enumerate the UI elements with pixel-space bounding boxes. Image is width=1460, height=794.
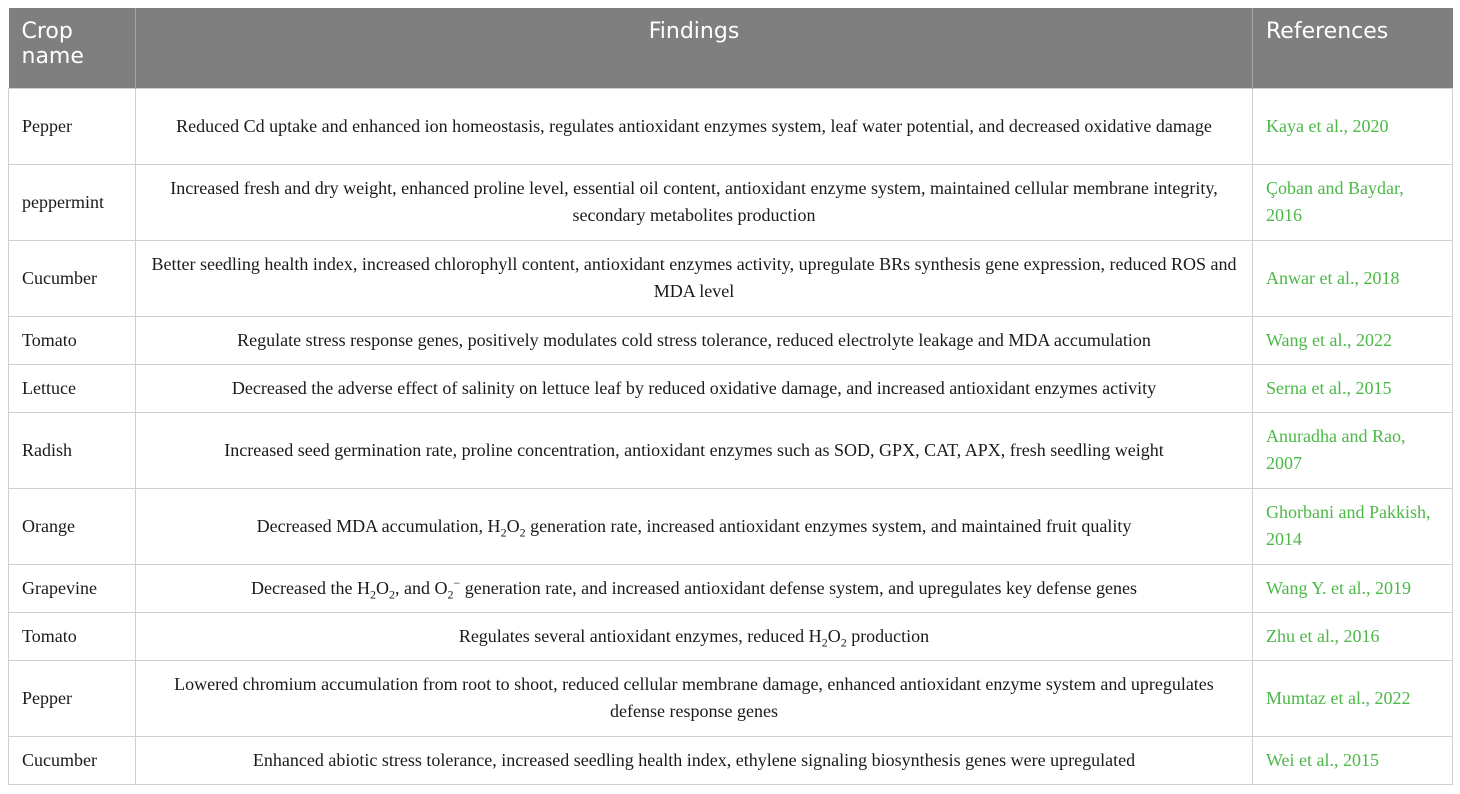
findings-text: Regulates several antioxidant enzymes, reduced H [458,625,822,646]
reference-link[interactable]: Wang Y. et al., 2019 [1253,564,1453,612]
crop-cell: Cucumber [9,736,136,784]
reference-link[interactable]: Serna et al., 2015 [1253,364,1453,412]
reference-link[interactable]: Wei et al., 2015 [1253,736,1453,784]
subscript: 2 [388,587,395,602]
findings-cell: Enhanced abiotic stress tolerance, increased seedling health index, ethylene signaling biosynthesis genes were upregulated [136,736,1253,784]
findings-cell: Better seedling health index, increased chlorophyll content, antioxidant enzymes activity, upregulate BRs synthesis gene expression, reduced ROS and MDA level [136,240,1253,316]
findings-cell: Reduced Cd uptake and enhanced ion homeostasis, regulates antioxidant enzymes system, leaf water potential, and decreased oxidative damage [136,88,1253,164]
crop-cell: Grapevine [9,564,136,612]
reference-link[interactable]: Zhu et al., 2016 [1253,612,1453,660]
findings-text: Decreased the H [251,577,370,598]
crop-cell: Tomato [9,612,136,660]
crop-cell: Cucumber [9,240,136,316]
reference-link[interactable]: Wang et al., 2022 [1253,316,1453,364]
findings-text: , and O [394,577,448,598]
table-row [9,164,1453,240]
table-row [9,412,1453,488]
crop-cell: Pepper [9,660,136,736]
crop-cell: Lettuce [9,364,136,412]
findings-text: production [846,625,930,646]
table-row [9,316,1453,364]
reference-link[interactable]: Anuradha and Rao, 2007 [1253,412,1453,488]
findings-cell [136,488,1253,564]
header-references: References [1253,8,1453,88]
findings-cell: Lowered chromium accumulation from root to shoot, reduced cellular membrane damage, enhanced antioxidant enzyme system and upregulates defense response genes [136,660,1253,736]
findings-text: O [375,577,389,598]
findings-text: O [506,515,520,536]
findings-text: Decreased MDA accumulation, H [256,515,501,536]
reference-link[interactable]: Ghorbani and Pakkish, 2014 [1253,488,1453,564]
table-row [9,240,1453,316]
table-row [9,488,1453,564]
table-row [9,564,1453,612]
table-row [9,612,1453,660]
subscript: 2 [519,525,526,540]
crop-cell: Tomato [9,316,136,364]
findings-cell: Increased seed germination rate, proline concentration, antioxidant enzymes such as SOD, GPX, CAT, APX, fresh seedling weight [136,412,1253,488]
table-row [9,660,1453,736]
header-row [9,8,1453,88]
table-row [9,88,1453,164]
subscript: 2 [447,587,454,602]
table-row [9,736,1453,784]
reference-link[interactable]: Mumtaz et al., 2022 [1253,660,1453,736]
findings-cell: Regulate stress response genes, positively modulates cold stress tolerance, reduced electrolyte leakage and MDA accumulation [136,316,1253,364]
reference-link[interactable]: Anwar et al., 2018 [1253,240,1453,316]
crop-cell: Radish [9,412,136,488]
crop-cell: Orange [9,488,136,564]
table-container [8,8,1452,785]
findings-cell: Decreased the adverse effect of salinity on lettuce leaf by reduced oxidative damage, and increased antioxidant enzymes activity [136,364,1253,412]
crop-cell: Pepper [9,88,136,164]
subscript: 2 [840,635,847,650]
reference-link[interactable]: Çoban and Baydar, 2016 [1253,164,1453,240]
findings-cell [136,564,1253,612]
crop-findings-table [8,8,1453,785]
crop-cell: peppermint [9,164,136,240]
reference-link[interactable]: Kaya et al., 2020 [1253,88,1453,164]
findings-cell: Increased fresh and dry weight, enhanced proline level, essential oil content, antioxidant enzyme system, maintained cellular membrane integrity, secondary metabolites production [136,164,1253,240]
table-row [9,364,1453,412]
subscript: 2 [821,635,828,650]
findings-text: O [827,625,841,646]
findings-text: generation rate, and increased antioxidant defense system, and upregulates key defense genes [460,577,1137,598]
header-findings: Findings [136,8,1253,88]
findings-text: generation rate, increased antioxidant enzymes system, and maintained fruit quality [525,515,1132,536]
subscript: 2 [369,587,376,602]
superscript: − [453,575,461,590]
header-crop-name: Crop name [9,8,136,88]
subscript: 2 [500,525,507,540]
findings-cell [136,612,1253,660]
